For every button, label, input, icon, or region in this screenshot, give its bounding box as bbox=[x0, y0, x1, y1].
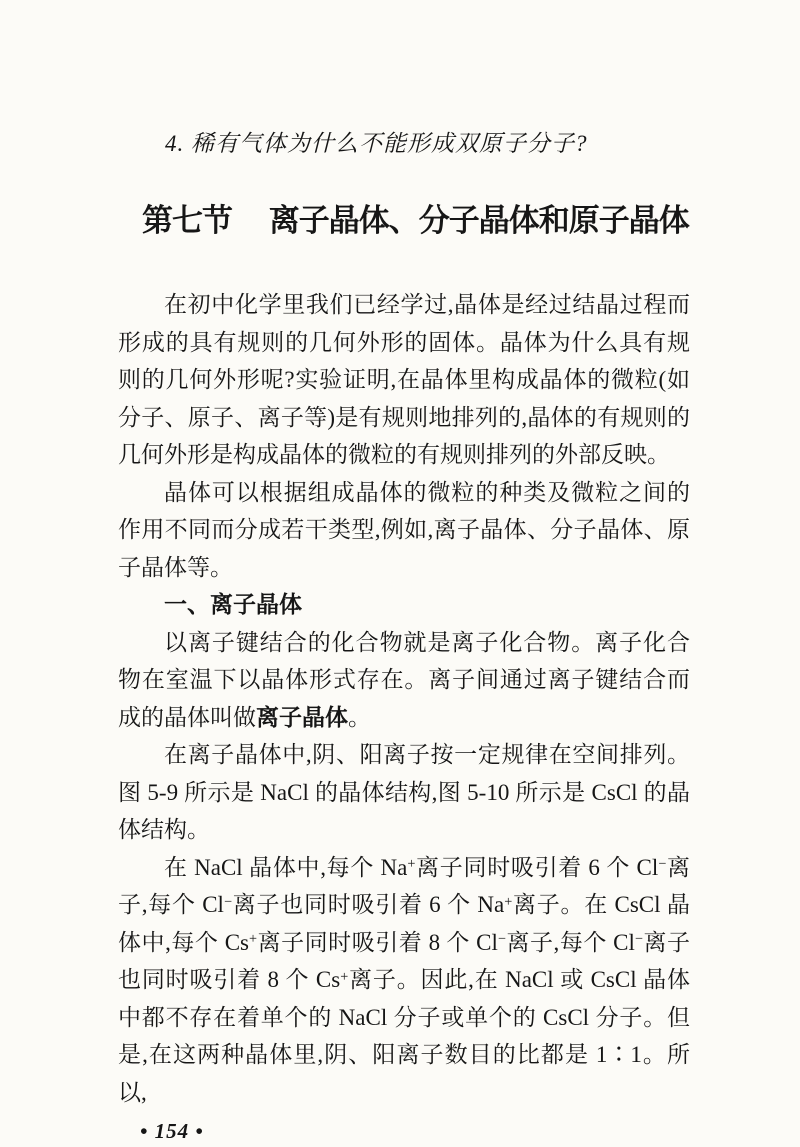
text-run: 离子也同时吸引着 8 个 Cs bbox=[118, 929, 690, 992]
text-run: 离子,每个 Cl bbox=[505, 929, 635, 955]
section-number: 第七节 bbox=[142, 203, 232, 238]
text-run: 在 NaCl 晶体中,每个 Na bbox=[164, 854, 408, 880]
text-run: 在离子晶体中,阴、阳离子按一定规律在空间排列。图 5-9 所示是 NaCl 的晶体结构,图 5-10 所示是 CsCl 的晶体结构。 bbox=[118, 742, 690, 842]
text-run: 。 bbox=[348, 704, 371, 730]
para-crystal-types bbox=[118, 474, 690, 587]
text-run: 离子。在 CsCl 晶体中,每个 Cs bbox=[118, 892, 691, 955]
page-number: • 154 • bbox=[140, 1119, 204, 1143]
ion-charge-superscript: + bbox=[407, 856, 416, 873]
para-nacl-cscl bbox=[118, 849, 690, 1112]
bold-term: 离子晶体 bbox=[256, 703, 348, 730]
text-run: 离子,每个 Cl bbox=[118, 854, 691, 917]
para-spatial-arrangement bbox=[118, 736, 690, 849]
ion-charge-superscript: + bbox=[504, 893, 513, 910]
ion-charge-superscript: + bbox=[248, 931, 258, 948]
section-title: 离子晶体、分子晶体和原子晶体 bbox=[268, 203, 689, 238]
text-run: 离子。因此,在 NaCl 或 CsCl 晶体中都不存在着单个的 NaCl 分子或单个的 CsCl 分子。但是,在这两种晶体里,阴、阳离子数目的比都是 1∶1。所以, bbox=[118, 967, 690, 1105]
para-crystal-intro bbox=[118, 286, 690, 474]
ion-charge-superscript: − bbox=[497, 931, 506, 948]
para-ionic-compound bbox=[118, 624, 690, 737]
ion-charge-superscript: − bbox=[634, 931, 643, 948]
ion-charge-superscript: + bbox=[340, 968, 349, 985]
text-run: 在初中化学里我们已经学过,晶体是经过结晶过程而形成的具有规则的几何外形的固体。晶体为什么具有规则的几何外形呢?实验证明,在晶体里构成晶体的微粒(如分子、原子、离子等)是有规则地排列的,晶体的有规则的几何外形是构成晶体的微粒的有规则排列的外部反映。 bbox=[118, 292, 690, 467]
text-run: 离子同时吸引着 8 个 Cl bbox=[257, 929, 498, 955]
text-run: 晶体可以根据组成晶体的微粒的种类及微粒之间的作用不同而分成若干类型,例如,离子晶体、分子晶体、原子晶体等。 bbox=[118, 479, 690, 580]
text-run: 以离子键结合的化合物就是离子化合物。离子化合物在室温下以晶体形式存在。离子间通过离子键结合而成的晶体叫做 bbox=[118, 629, 690, 730]
bold-term: 一、离子晶体 bbox=[164, 591, 302, 617]
section-heading bbox=[142, 203, 690, 239]
text-run: 离子同时吸引着 6 个 Cl bbox=[415, 854, 659, 880]
subheading-ionic-crystal bbox=[118, 586, 690, 624]
ion-charge-superscript: − bbox=[223, 893, 232, 910]
ion-charge-superscript: − bbox=[658, 856, 667, 873]
text-run: 离子也同时吸引着 6 个 Na bbox=[232, 892, 505, 917]
exercise-question: 4. 稀有气体为什么不能形成双原子分子? bbox=[165, 131, 588, 156]
body-text bbox=[118, 286, 690, 1111]
